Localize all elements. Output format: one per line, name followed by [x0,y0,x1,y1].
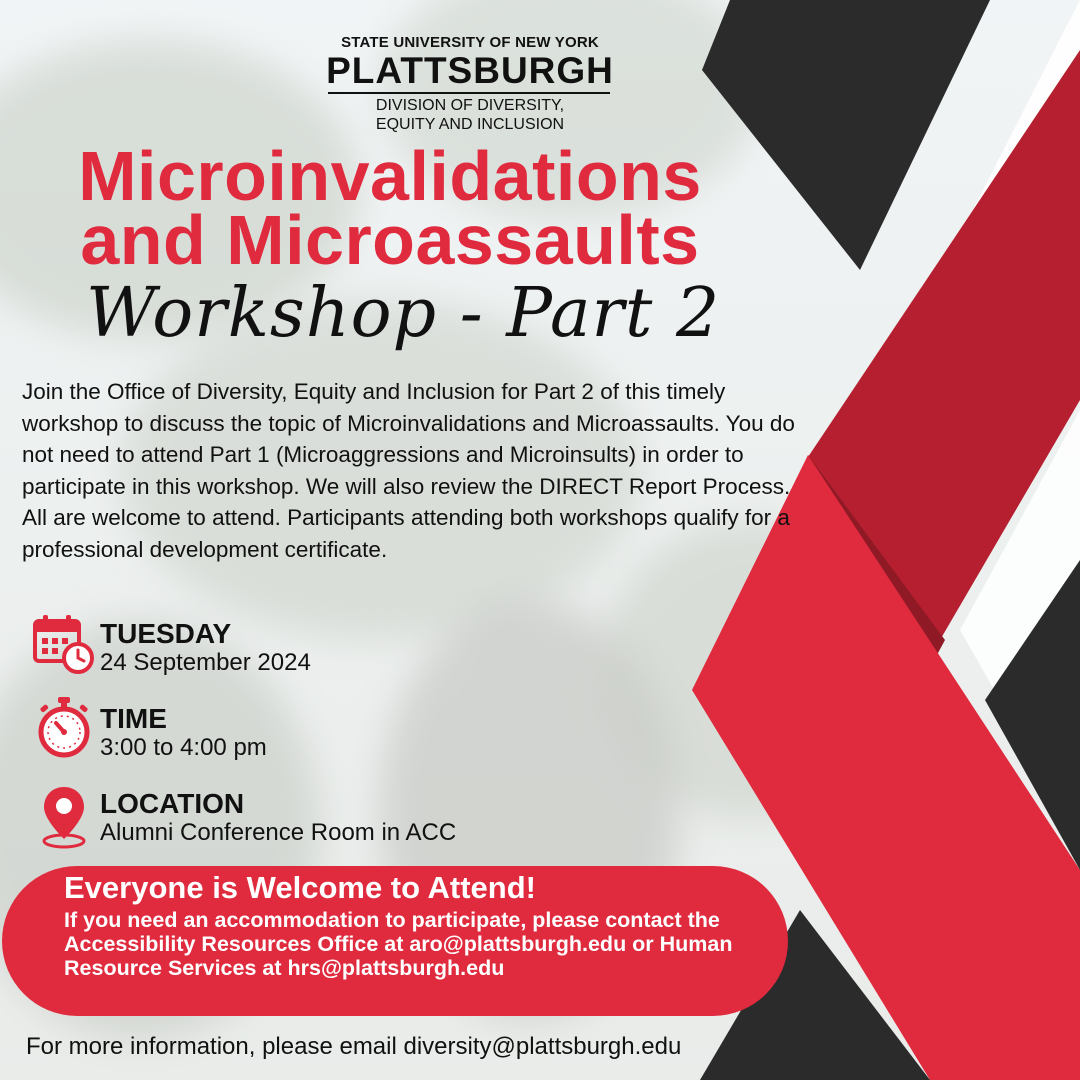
date-value: 24 September 2024 [100,649,311,676]
date-label: TUESDAY [100,618,232,649]
division-line-2: EQUITY AND INCLUSION [375,116,565,133]
event-description: Join the Office of Diversity, Equity and Inclusion for Part 2 of this timely workshop to discuss the topic of Microinvalidations and Microassaults. You do not need to attend Part 1 (Microaggressions and Microinsults) in order to participate in this workshop. We will also review the DIRECT Report Process. All are welcome to attend. Participants attending both workshops qualify for a professional development certificate. [22,379,795,562]
time-value: 3:00 to 4:00 pm [100,734,267,761]
division-line-1: DIVISION OF DIVERSITY, [375,97,565,114]
division-name [0,96,940,134]
title-line-2: and Microassaults [80,201,700,279]
title-line-1: Microinvalidations [78,137,702,215]
university-name: STATE UNIVERSITY OF NEW YORK [341,34,599,51]
logo-divider [328,92,610,94]
accommodation-notice: If you need an accommodation to participate, please contact the Accessibility Resources Office at aro@plattsburgh.edu or Human Resource Services at hrs@plattsburgh.edu [64,908,733,980]
banner-headline: Everyone is Welcome to Attend! [64,870,536,905]
workshop-subtitle: Workshop - Part 2 [86,274,721,353]
stopwatch-icon [36,696,92,758]
event-location [100,789,456,847]
map-pin-icon [40,785,88,849]
time-label: TIME [100,703,167,734]
event-date [100,619,311,677]
contact-footer: For more information, please email diversity@plattsburgh.edu [26,1033,682,1060]
campus-name: PLATTSBURGH [326,50,614,91]
location-value: Alumni Conference Room in ACC [100,819,457,846]
calendar-clock-icon [33,613,95,675]
location-label: LOCATION [100,788,245,819]
event-time [100,704,267,762]
welcome-banner [2,866,788,1016]
